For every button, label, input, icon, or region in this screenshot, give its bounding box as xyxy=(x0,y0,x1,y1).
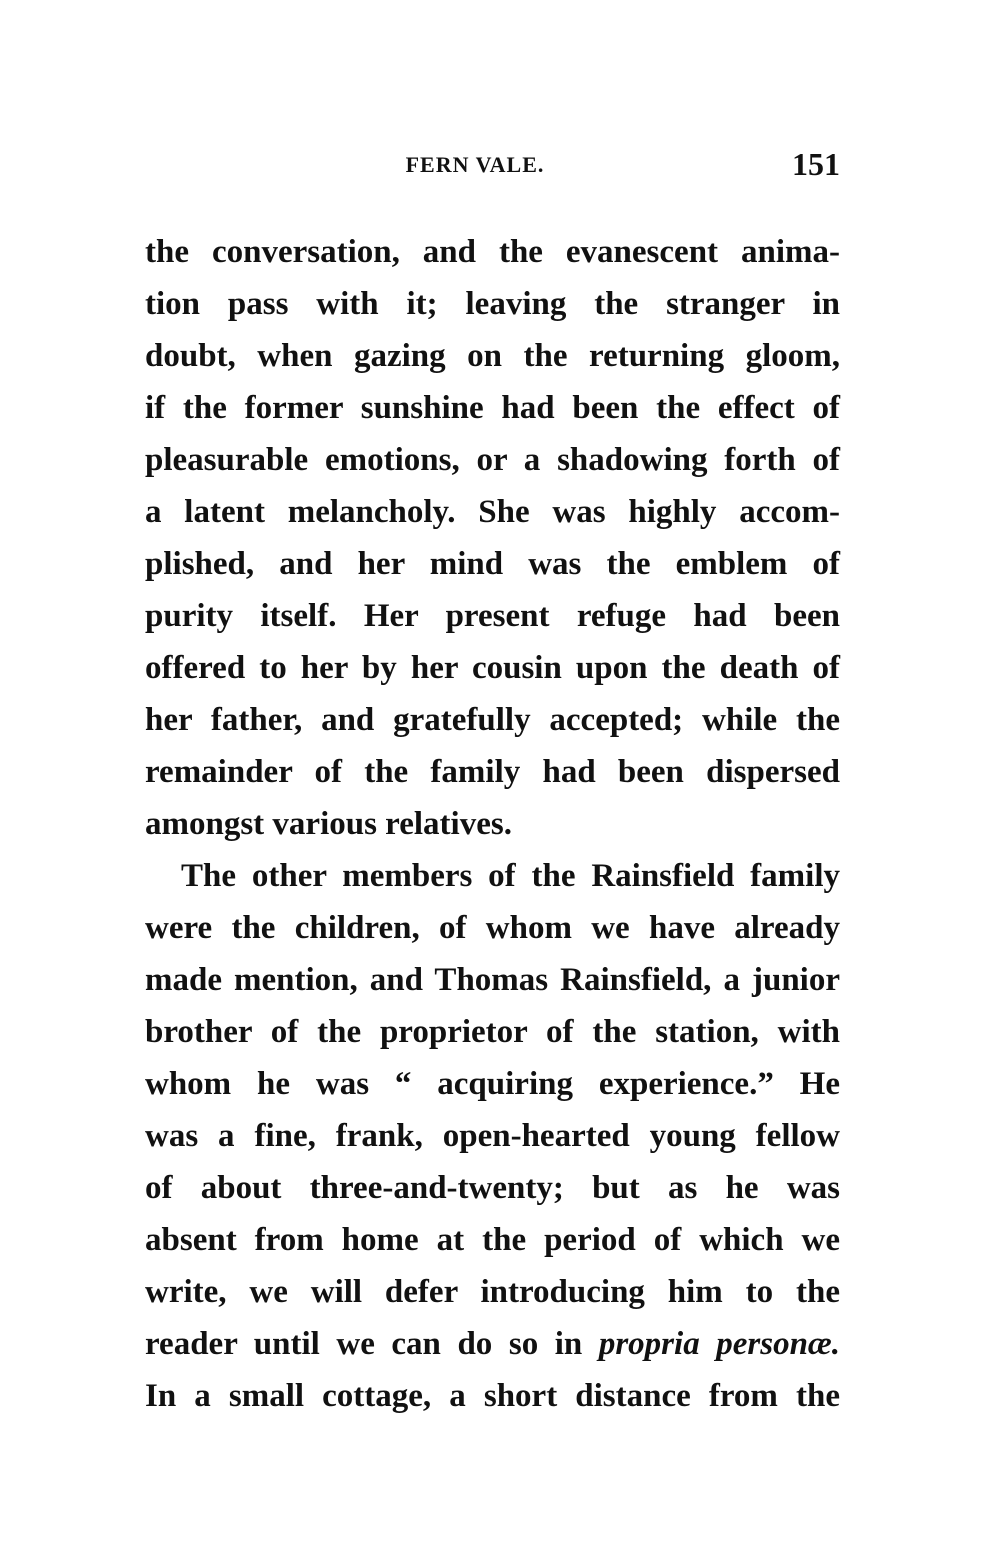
text-line: a latent melancholy. She was highly accom- xyxy=(145,494,840,530)
text-line-with-italic xyxy=(145,1318,840,1370)
text-line: remainder of the family had been dispersed xyxy=(145,754,840,790)
page-number: 151 xyxy=(792,146,840,182)
text-line: purity itself. Her present refuge had been xyxy=(145,598,840,634)
text-line: the conversation, and the evanescent anima- xyxy=(145,234,840,270)
text-line: amongst various relatives. xyxy=(145,806,512,842)
text-line: her father, and gratefully accepted; while the xyxy=(145,702,840,738)
text-line: plished, and her mind was the emblem of xyxy=(145,546,840,582)
text-line: whom he was “ acquiring experience.” He xyxy=(145,1066,840,1102)
text-line: pleasurable emotions, or a shadowing forth of xyxy=(145,442,840,478)
text-line: absent from home at the period of which we xyxy=(145,1222,840,1258)
text-line: was a fine, frank, open-hearted young fellow xyxy=(145,1118,840,1154)
text-line: were the children, of whom we have already xyxy=(145,910,840,946)
text-line: made mention, and Thomas Rainsfield, a junior xyxy=(145,962,840,998)
text-line: write, we will defer introducing him to the xyxy=(145,1274,840,1310)
text-line: if the former sunshine had been the effect of xyxy=(145,390,840,426)
page-header xyxy=(145,146,840,186)
text-segment: reader until we can do so in xyxy=(145,1326,583,1362)
paragraph-start-line: The other members of the Rainsfield family xyxy=(181,858,840,894)
text-line: of about three-and-twenty; but as he was xyxy=(145,1170,840,1206)
text-line: offered to her by her cousin upon the death of xyxy=(145,650,840,686)
body-text xyxy=(145,226,840,1422)
text-line: doubt, when gazing on the returning gloom, xyxy=(145,338,840,374)
text-line: brother of the proprietor of the station, with xyxy=(145,1014,840,1050)
text-line: tion pass with it; leaving the stranger in xyxy=(145,286,840,322)
text-line: In a small cottage, a short distance from the xyxy=(145,1378,840,1414)
italic-phrase: propria personæ. xyxy=(598,1326,841,1362)
running-title: FERN VALE. xyxy=(405,152,545,177)
